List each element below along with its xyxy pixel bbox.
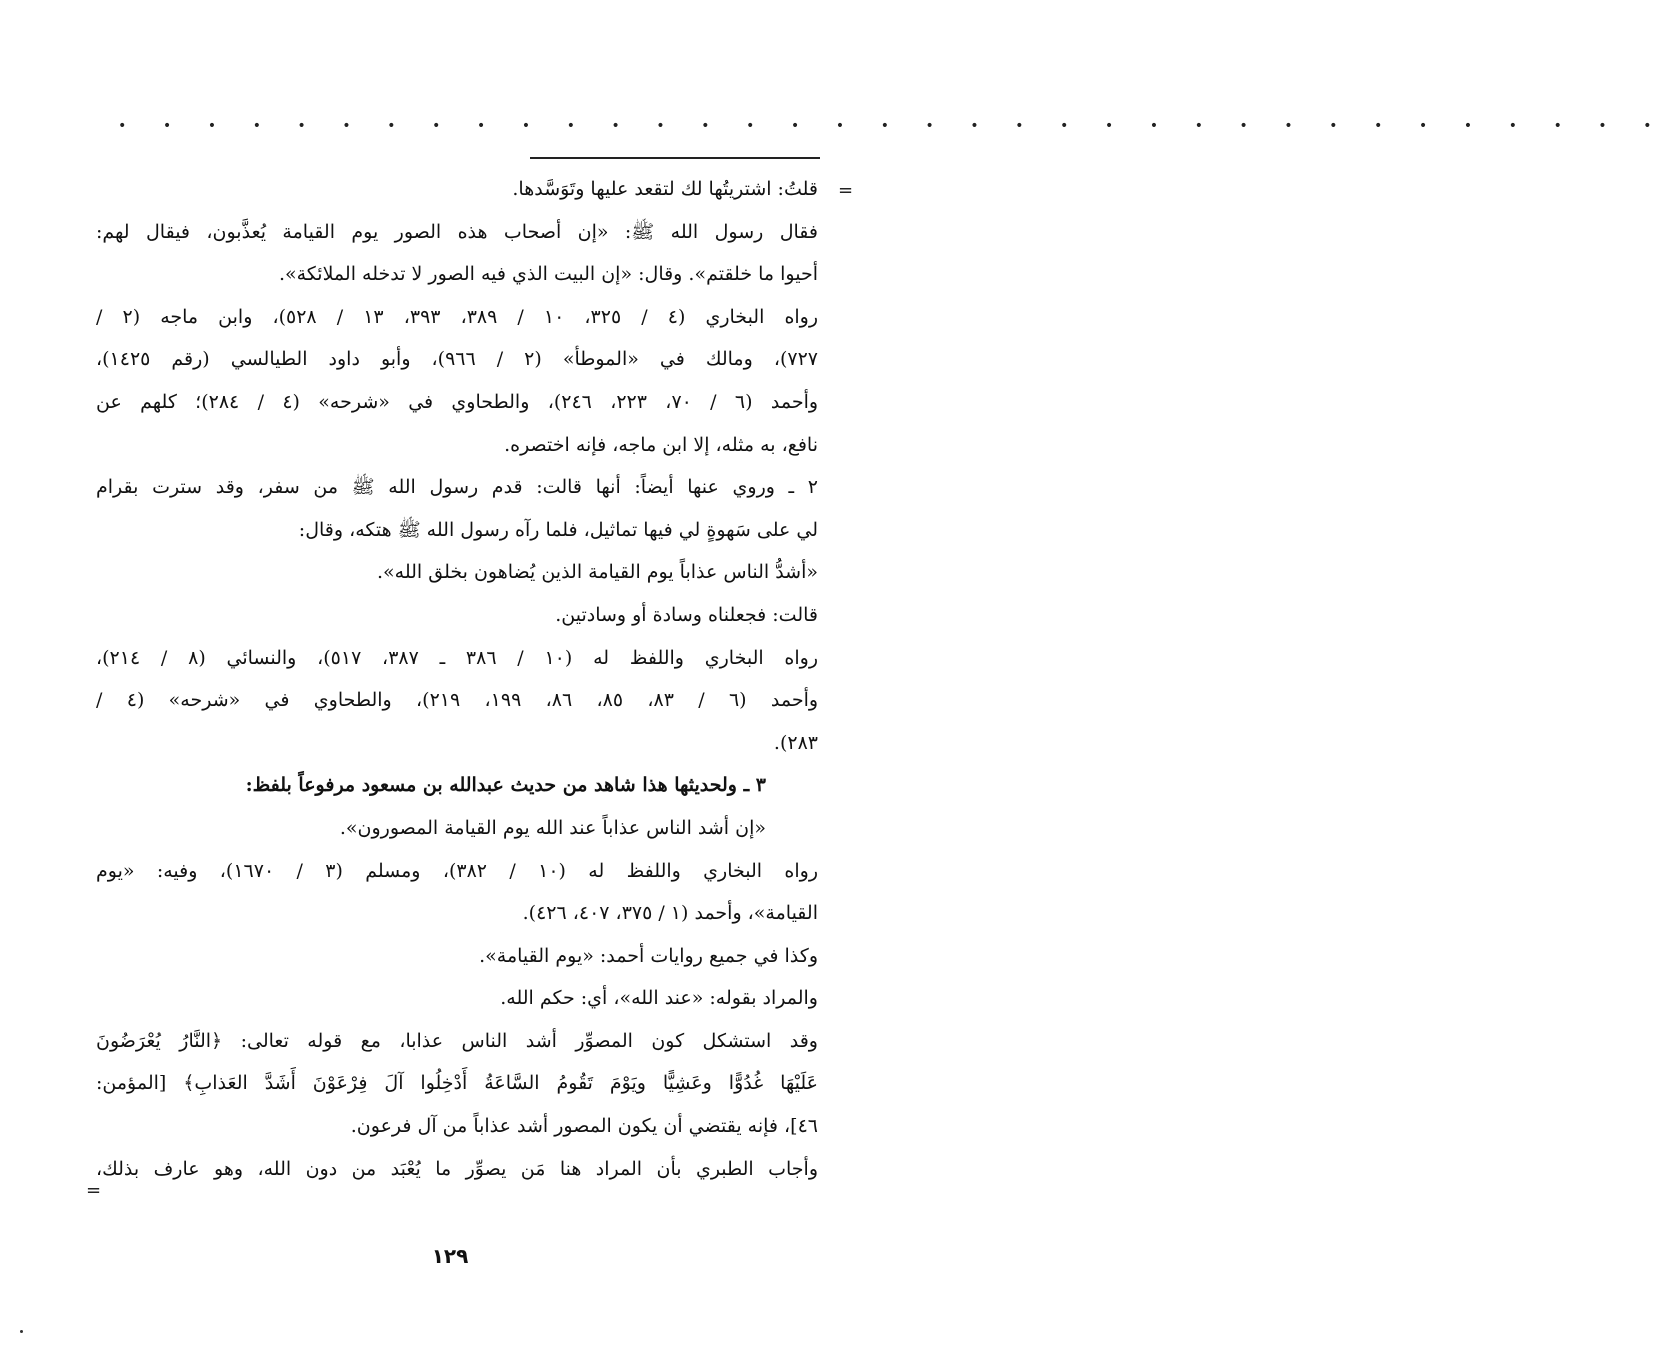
text-line: فقال رسول الله ﷺ: «إن أصحاب هذه الصور يوم القيامة يُعذَّبون، فيقال لهم:: [96, 220, 818, 243]
text-line: ٢٨٣).: [773, 731, 818, 754]
text-line-hadith-3: ٣ ـ ولحديثها هذا شاهد من حديث عبدالله بن مسعود مرفوعاً بلفظ:: [245, 774, 766, 797]
margin-continuation-mark-bottom: =: [86, 1180, 102, 1201]
text-line: نافع، به مثله، إلا ابن ماجه، فإنه اختصره.: [504, 433, 818, 456]
text-line-quote: «إن أشد الناس عذاباً عند الله يوم القيامة المصورون».: [339, 816, 766, 839]
text-line-quran: عَلَيْهَا غُدُوًّا وعَشِيًّا ويَوْمَ تَقُومُ السَّاعَةُ أَدْخِلُوا آلَ فِرْعَوْنَ أَشَدَّ العَذابِ﴾ [المؤمن:: [96, 1072, 818, 1095]
footnote-body: [96, 168, 818, 1190]
text-line: ٧٢٧)، ومالك في «الموطأ» (٢ / ٩٦٦)، وأبو داود الطيالسي (رقم ١٤٢٥)،: [96, 348, 818, 371]
text-line: رواه البخاري واللفظ له (١٠ / ٣٨٢)، ومسلم (٣ / ١٦٧٠)، وفيه: «يوم: [96, 859, 819, 882]
footnote-separator-rule: [530, 157, 820, 159]
text-line: وأحمد (٦ / ٨٣، ٨٥، ٨٦، ١٩٩، ٢١٩)، والطحاوي في «شرحه» (٤ /: [96, 689, 819, 712]
scan-speck: [20, 1330, 23, 1333]
text-line: وقد استشكل كون المصوِّر أشد الناس عذابا، مع قوله تعالى: ﴿النَّارُ يُعْرَضُونَ: [96, 1029, 818, 1052]
text-line: قالت: فجعلناه وسادة أو وسادتين.: [555, 603, 818, 626]
text-line: رواه البخاري واللفظ له (١٠ / ٣٨٦ ـ ٣٨٧، ٥١٧)، والنسائي (٨ / ٢١٤)،: [96, 646, 818, 669]
text-line: قلتُ: اشتريتُها لك لتقعد عليها وتَوَسَّدها.: [512, 178, 818, 200]
text-line: ٤٦]، فإنه يقتضي أن يكون المصور أشد عذاباً من آل فرعون.: [350, 1115, 818, 1138]
text-line-quote: «أشدُّ الناس عذاباً يوم القيامة الذين يُضاهون بخلق الله».: [376, 561, 818, 584]
text-line: لي على سَهوةٍ لي فيها تماثيل، فلما رآه رسول الله ﷺ هتكه، وقال:: [298, 518, 818, 541]
text-line: وأجاب الطبري بأن المراد هنا مَن يصوِّر ما يُعْبَد من دون الله، وهو عارف بذلك،: [96, 1157, 818, 1180]
text-line: والمراد بقوله: «عند الله»، أي: حكم الله.: [500, 987, 818, 1010]
text-line: وكذا في جميع روايات أحمد: «يوم القيامة».: [479, 944, 818, 967]
text-line: وأحمد (٦ / ٧٠، ٢٢٣، ٢٤٦)، والطحاوي في «شرحه» (٤ / ٢٨٤)؛ كلهم عن: [96, 390, 819, 413]
page-number: ١٢٩: [431, 1244, 469, 1268]
text-line: رواه البخاري (٤ / ٣٢٥، ١٠ / ٣٨٩، ٣٩٣، ١٣ / ٥٢٨)، وابن ماجه (٢ /: [96, 305, 819, 328]
text-line: أحيوا ما خلقتم». وقال: «إن البيت الذي فيه الصور لا تدخله الملائكة».: [278, 263, 818, 286]
text-line: القيامة»، وأحمد (١ / ٣٧٥، ٤٠٧، ٤٢٦).: [522, 902, 818, 925]
margin-continuation-mark-top: =: [838, 180, 854, 201]
header-dotted-line: • • • • • • • • • • • • • • • • • • • • • • • • • • • • • • • • • • •: [118, 118, 1666, 134]
text-line-hadith-2: ٢ ـ وروي عنها أيضاً: أنها قالت: قدم رسول الله ﷺ من سفر، وقد سترت بقرام: [96, 476, 818, 499]
